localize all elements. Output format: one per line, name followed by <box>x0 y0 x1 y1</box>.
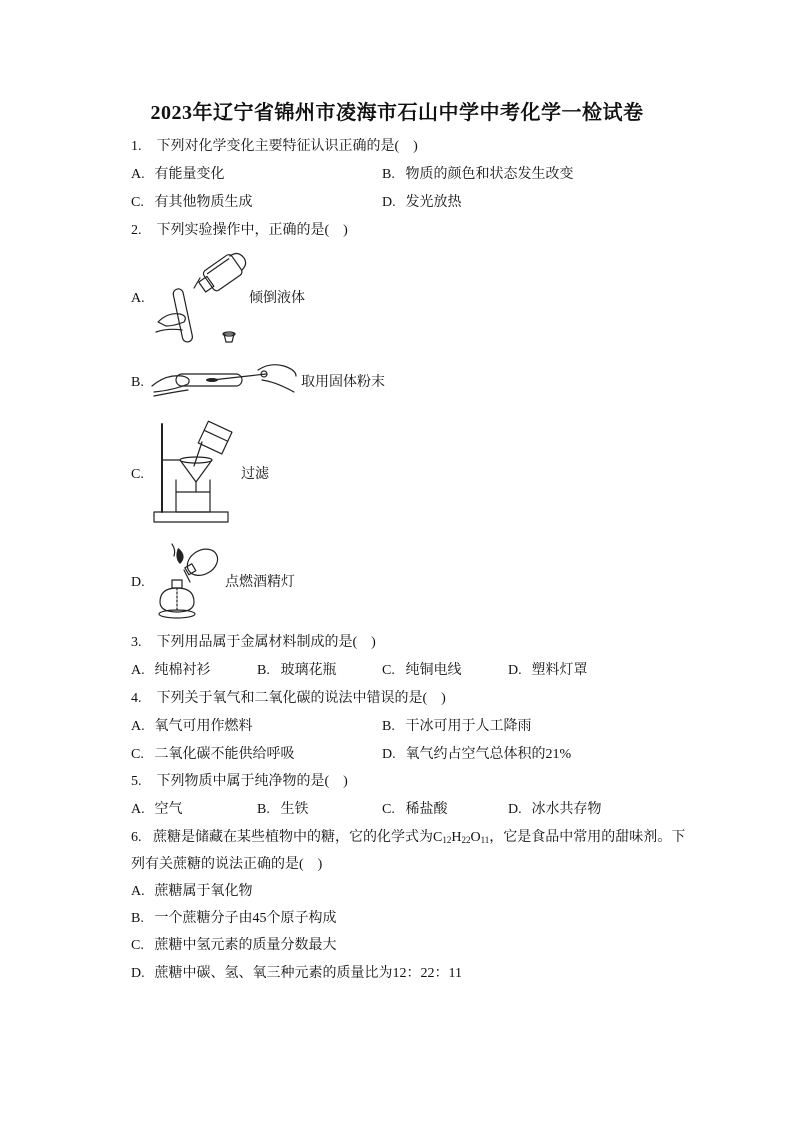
q6-option-c <box>131 937 337 955</box>
option-letter: D. <box>131 966 145 981</box>
q4-option-c <box>131 746 295 764</box>
q5-option-c <box>382 801 448 819</box>
q1-option-d <box>382 194 462 212</box>
question-text: 蔗糖是储藏在某些植物中的糖，它的化学式为C <box>153 830 443 845</box>
lighting-alcohol-lamp-illustration <box>150 540 228 624</box>
question-2-stem <box>131 222 348 240</box>
option-letter: C. <box>382 802 395 817</box>
question-text: 下列对化学变化主要特征认识正确的是( ) <box>156 139 418 154</box>
exam-title: 2023年辽宁省锦州市凌海市石山中学中考化学一检试卷 <box>150 102 644 124</box>
option-text: 纯铜电线 <box>405 663 462 678</box>
option-text: 空气 <box>154 802 183 817</box>
question-number: 3. <box>131 635 142 650</box>
option-text: 干冰可用于人工降雨 <box>405 719 532 734</box>
q3-option-a <box>131 662 211 680</box>
option-letter: B. <box>131 911 144 926</box>
q4-option-a <box>131 718 253 736</box>
option-text: 蔗糖中氢元素的质量分数最大 <box>154 938 337 953</box>
adding-powder-illustration <box>150 356 300 408</box>
option-text: 冰水共存物 <box>531 802 602 817</box>
q1-option-c <box>131 194 253 212</box>
q2-option-c-letter: C. <box>131 467 144 482</box>
option-text: 稀盐酸 <box>405 802 448 817</box>
question-5-stem <box>131 773 348 791</box>
option-text: 氧气约占空气总体积的21% <box>405 747 572 762</box>
question-number: 6. <box>131 830 142 845</box>
option-text: 纯棉衬衫 <box>154 663 211 678</box>
question-6-stem-line2: 列有关蔗糖的说法正确的是( ) <box>131 857 323 872</box>
question-text: 下列实验操作中，正确的是( ) <box>156 223 348 238</box>
option-letter: C. <box>131 195 144 210</box>
q2-option-a-letter: A. <box>131 291 145 306</box>
filtration-illustration <box>150 420 234 528</box>
q4-option-d <box>382 746 571 764</box>
q5-option-a <box>131 801 183 819</box>
q2-option-d-text: 点燃酒精灯 <box>225 575 295 590</box>
option-letter: B. <box>382 167 395 182</box>
q6-option-a <box>131 883 253 901</box>
option-text: 生铁 <box>280 802 309 817</box>
option-letter: A. <box>131 167 145 182</box>
q3-option-d <box>508 662 588 680</box>
option-text: 物质的颜色和状态发生改变 <box>405 167 574 182</box>
q3-option-c <box>382 662 462 680</box>
option-letter: D. <box>382 195 396 210</box>
option-letter: D. <box>508 663 522 678</box>
option-letter: A. <box>131 719 145 734</box>
formula-subscript: 11 <box>480 835 490 845</box>
question-4-stem <box>131 690 446 708</box>
option-text: 一个蔗糖分子由45个原子构成 <box>154 911 337 926</box>
formula-subscript: 12 <box>442 835 452 845</box>
option-letter: D. <box>382 747 396 762</box>
option-letter: B. <box>257 663 270 678</box>
q2-option-d-letter: D. <box>131 575 145 590</box>
question-3-stem <box>131 634 376 652</box>
question-number: 1. <box>131 139 142 154</box>
q2-option-c-text: 过滤 <box>241 467 269 482</box>
q2-option-a-text: 倾倒液体 <box>249 291 305 306</box>
option-text: 发光放热 <box>405 195 462 210</box>
formula-subscript: 22 <box>461 835 471 845</box>
q5-option-b <box>257 801 309 819</box>
option-text: 有能量变化 <box>154 167 225 182</box>
option-text: 玻璃花瓶 <box>280 663 337 678</box>
q1-option-b <box>382 166 574 184</box>
formula-element: O <box>470 830 481 845</box>
option-text: 氧气可用作燃料 <box>154 719 253 734</box>
question-number: 2. <box>131 223 142 238</box>
option-letter: A. <box>131 663 145 678</box>
option-letter: B. <box>382 719 395 734</box>
question-6-stem <box>131 829 685 847</box>
question-text-continued: ，它是食品中常用的甜味剂。下 <box>489 830 686 845</box>
q4-option-b <box>382 718 532 736</box>
question-number: 5. <box>131 774 142 789</box>
option-letter: C. <box>382 663 395 678</box>
question-text: 下列关于氧气和二氧化碳的说法中错误的是( ) <box>156 691 446 706</box>
q1-option-a <box>131 166 225 184</box>
question-number: 4. <box>131 691 142 706</box>
q2-option-b-letter: B. <box>131 375 144 390</box>
option-text: 蔗糖属于氧化物 <box>154 884 253 899</box>
formula-element: H <box>451 830 462 845</box>
pouring-liquid-illustration <box>150 246 250 348</box>
question-1-stem <box>131 138 418 156</box>
option-text: 蔗糖中碳、氢、氧三种元素的质量比为12：22：11 <box>154 966 462 981</box>
q6-option-d <box>131 965 462 983</box>
q6-option-b <box>131 910 337 928</box>
option-text: 二氧化碳不能供给呼吸 <box>154 747 295 762</box>
q2-option-b-text: 取用固体粉末 <box>301 375 385 390</box>
q3-option-b <box>257 662 337 680</box>
option-letter: C. <box>131 747 144 762</box>
question-text: 下列物质中属于纯净物的是( ) <box>156 774 348 789</box>
option-letter: A. <box>131 802 145 817</box>
question-text: 下列用品属于金属材料制成的是( ) <box>156 635 376 650</box>
option-letter: B. <box>257 802 270 817</box>
option-text: 塑料灯罩 <box>531 663 588 678</box>
q5-option-d <box>508 801 602 819</box>
option-letter: D. <box>508 802 522 817</box>
option-text: 有其他物质生成 <box>154 195 253 210</box>
option-letter: C. <box>131 938 144 953</box>
option-letter: A. <box>131 884 145 899</box>
